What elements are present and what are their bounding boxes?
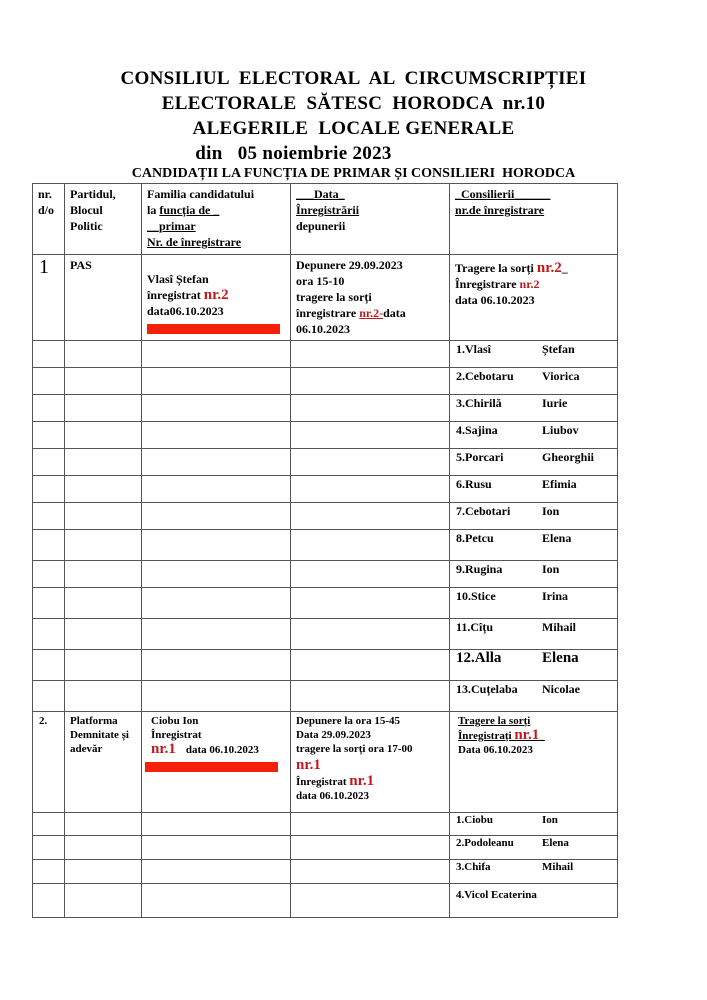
councillor-name: 8.Petcu — [456, 531, 494, 545]
table-row — [33, 422, 618, 449]
col-header-party: Partidul, Blocul Politic — [70, 187, 116, 233]
councillor-name: 3.Chifa — [456, 861, 491, 873]
col-header-councillors: _Consilierii______ nr.de înregistrare — [455, 187, 551, 217]
table-row — [33, 449, 618, 476]
councillor-name: 10.Stice — [456, 589, 496, 603]
councillor-first-name: Ștefan — [542, 342, 575, 356]
table-row — [33, 681, 618, 712]
table-row — [33, 650, 618, 681]
councillor-first-name: Mihail — [542, 620, 577, 634]
councillor-name: 6.Rusu — [456, 477, 492, 491]
councillor-name: 13.Cuțelaba — [456, 682, 518, 696]
councillor-first-name: Elena — [542, 837, 569, 849]
councillor-name: 2.Podoleanu — [456, 837, 514, 849]
councillor-name: 3.Chirilă — [456, 396, 502, 410]
table-row — [33, 619, 618, 650]
candidates-table — [32, 183, 618, 918]
councillor-first-name: Efimia — [542, 477, 577, 491]
table-row — [33, 395, 618, 422]
councillor-first-name: Ion — [542, 562, 560, 576]
table-row — [33, 368, 618, 395]
councillor-first-name: Irina — [542, 589, 569, 603]
col-header-date: ___Data_ Înregistrării depunerii — [296, 187, 360, 233]
councillor-first-name: Elena — [542, 650, 579, 666]
party-1-councillors-info: Tragere la sorți nr.2_ Înregistrare nr.2 data 06.10.2023 — [455, 260, 568, 307]
table-header-row — [33, 184, 618, 255]
header-line-3: ALEGERILE LOCALE GENERALE — [192, 118, 515, 139]
councillor-first-name: Gheorghii — [542, 450, 595, 464]
councillor-name: 5.Porcari — [456, 450, 504, 464]
councillor-first-name: Mihail — [542, 861, 574, 873]
party-2-nr: 2. — [39, 715, 48, 727]
header-line-2: ELECTORALE SĂTESC HORODCA nr.10 — [161, 93, 546, 114]
party-1-deposit: Depunere 29.09.2023 ora 15-10 tragere la sorți înregistrare nr.2-data 06.10.2023 — [296, 258, 406, 336]
redaction-bar — [147, 324, 280, 334]
councillor-first-name: Viorica — [542, 369, 580, 383]
councillor-first-name: Liubov — [542, 423, 579, 437]
party-row-2 — [33, 712, 618, 813]
table-row — [33, 836, 618, 860]
party-2-mayor: Ciobu Ion Înregistrat nr.1 data 06.10.2023 — [142, 712, 290, 772]
table-row — [33, 476, 618, 503]
table-row — [33, 813, 618, 836]
councillor-first-name: Iurie — [542, 396, 568, 410]
header-line-1: CONSILIUL ELECTORAL AL CIRCUMSCRIPȚIEI — [120, 68, 587, 89]
document-subtitle: CANDIDAȚII LA FUNCȚIA DE PRIMAR ȘI CONSILIERI HORODCA — [131, 166, 576, 181]
councillor-first-name: Ion — [542, 504, 560, 518]
party-1-mayor: Vlasî Ștefan înregistrat nr.2 data06.10.2023 — [142, 255, 290, 334]
col-header-mayor: Familia candidatului la funcția de _ __primar Nr. de înregistrare — [147, 187, 255, 249]
table-row — [33, 884, 618, 918]
table-row — [33, 341, 618, 368]
table-row — [33, 530, 618, 561]
councillor-name: 9.Rugina — [456, 562, 503, 576]
councillor-name: 12.Alla — [456, 650, 502, 666]
councillor-name: 1.Ciobu — [456, 814, 493, 826]
councillor-name: 2.Cebotaru — [456, 369, 514, 383]
party-2-name: Platforma Demnitate și adevăr — [70, 715, 129, 755]
councillor-first-name: Nicolae — [542, 682, 580, 696]
header-line-4: din 05 noiembrie 2023 — [195, 143, 392, 164]
table-row — [33, 588, 618, 619]
table-row — [33, 503, 618, 530]
col-header-nr: nr. d/o — [38, 187, 55, 217]
party-row-1 — [33, 255, 618, 341]
councillor-first-name: Ion — [542, 814, 558, 826]
councillor-name: 4.Sajina — [456, 423, 498, 437]
councillor-name: 7.Cebotari — [456, 504, 511, 518]
party-2-councillors-info: Tragere la sorți Înregistrați nr.1_ Data 06.10.2023 — [458, 715, 545, 756]
party-1-name: PAS — [70, 258, 92, 272]
councillor-name: 4.Vicol Ecaterina — [456, 889, 537, 901]
party-1-nr: 1 — [39, 256, 49, 278]
table-row — [33, 860, 618, 884]
redaction-bar — [145, 762, 278, 772]
table-row — [33, 561, 618, 588]
councillor-first-name: Elena — [542, 531, 572, 545]
councillor-name: 11.Cîțu — [456, 620, 494, 634]
councillor-name: 1.Vlasî — [456, 342, 492, 356]
party-2-deposit: Depunere la ora 15-45 Data 29.09.2023 tragere la sorți ora 17-00 nr.1 Înregistrat nr.1 data 06.10.2023 — [296, 715, 413, 802]
